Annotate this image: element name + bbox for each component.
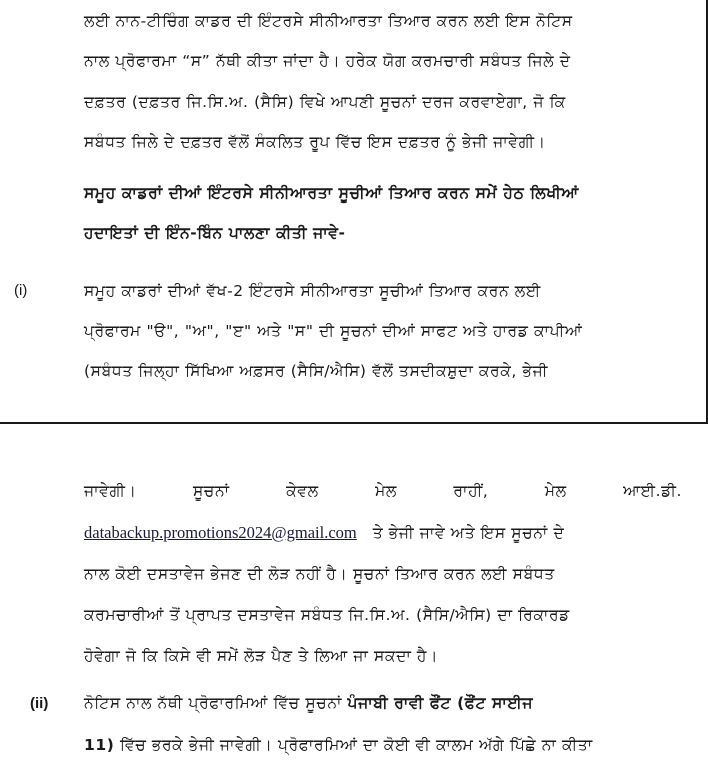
intro-line-1: ਲਈ ਨਾਨ-ਟੀਚਿੰਗ ਕਾਡਰ ਦੀ ਇੰਟਰਸੇ ਸੀਨੀਆਰਤਾ ਤਿਆਰ ਕਰਨ ਲਈ ਇਸ ਨੋਟਿਸ	[84, 12, 573, 30]
continuation-line-1	[84, 480, 682, 502]
continuation-word: ਰਾਹੀਂ,	[453, 482, 489, 500]
item-ii-font-instruction: ਪੰਜਾਬੀ ਰਾਵੀ ਫੌਂਟ (ਫੌਂਟ ਸਾਈਜ	[347, 694, 534, 712]
intro-line-2: ਨਾਲ ਪ੍ਰੋਫਾਰਮਾ “ਸ” ਨੱਥੀ ਕੀਤਾ ਜਾਂਦਾ ਹੈ। ਹਰੇਕ ਯੋਗ ਕਰਮਚਾਰੀ ਸਬੰਧਤ ਜਿਲੇ ਦੇ	[84, 52, 571, 70]
item-ii-line-2-rest: ਵਿੱਚ ਭਰਕੇ ਭੇਜੀ ਜਾਵੇਗੀ। ਪ੍ਰੋਫਾਰਮਿਆਂ ਦਾ ਕੋਈ ਵੀ ਕਾਲਮ ਅੱਗੇ ਪਿੱਛੇ ਨਾ ਕੀਤਾ	[120, 736, 593, 754]
intro-line-3: ਦਫ਼ਤਰ (ਦਫ਼ਤਰ ਜਿ.ਸਿ.ਅ. (ਸੈਸਿ) ਵਿਖੇ ਆਪਣੀ ਸੂਚਨਾਂ ਦਰਜ ਕਰਵਾਏਗਾ, ਜੋ ਕਿ	[84, 93, 566, 111]
instructions-heading-line-1: ਸਮੂਹ ਕਾਡਰਾਂ ਦੀਆਂ ਇੰਟਰਸੇ ਸੀਨੀਆਰਤਾ ਸੂਚੀਆਂ ਤਿਆਰ ਕਰਨ ਸਮੇਂ ਹੇਠ ਲਿਖੀਆਂ	[84, 184, 579, 202]
continuation-word: ਸੂਚਨਾਂ	[193, 482, 230, 500]
page-fragment-bottom	[0, 434, 708, 772]
continuation-word: ਜਾਵੇਗੀ।	[84, 482, 137, 500]
item-i-line-1: ਸਮੂਹ ਕਾਡਰਾਂ ਦੀਆਂ ਵੱਖ-2 ਇੰਟਰਸੇ ਸੀਨੀਆਰਤਾ ਸੂਚੀਆਂ ਤਿਆਰ ਕਰਨ ਲਈ	[84, 282, 541, 300]
font-size-value: 11)	[84, 736, 115, 754]
continuation-word: ਮੇਲ	[544, 482, 567, 500]
item-i-line-2: ਪ੍ਰੋਫਾਰਮ "ੳ", "ਅ", "ੲ" ਅਤੇ "ਸ" ਦੀ ਸੂਚਨਾਂ ਦੀਆਂ ਸਾਫਟ ਅਤੇ ਹਾਰਡ ਕਾਪੀਆਂ	[84, 322, 583, 340]
continuation-line-5: ਹੋਵੇਗਾ ਜੋ ਕਿ ਕਿਸੇ ਵੀ ਸਮੇਂ ਲੋੜ ਪੈਣ ਤੇ ਲਿਆ ਜਾ ਸਕਦਾ ਹੈ।	[84, 647, 439, 665]
item-ii-line-1	[84, 692, 533, 714]
email-line-suffix: ਤੇ ਭੇਜੀ ਜਾਵੇ ਅਤੇ ਇਸ ਸੂਚਨਾਂ ਦੇ	[372, 524, 565, 542]
continuation-line-3: ਨਾਲ ਕੋਈ ਦਸਤਾਵੇਜ ਭੇਜਣ ਦੀ ਲੋੜ ਨਹੀਂ ਹੈ। ਸੂਚਨਾਂ ਤਿਆਰ ਕਰਨ ਲਈ ਸਬੰਧਤ	[84, 565, 555, 583]
item-ii-line-2	[84, 734, 593, 756]
item-number-ii: (ii)	[30, 695, 49, 712]
continuation-word: ਆਈ.ਡੀ.	[623, 482, 682, 500]
item-i-line-3: (ਸਬੰਧਤ ਜਿਲ੍ਹਾ ਸਿੱਖਿਆ ਅਫ਼ਸਰ (ਸੈਸਿ/ਐਸਿ) ਵੱਲੋਂ ਤਸਦੀਕਸ਼ੁਦਾ ਕਰਕੇ, ਭੇਜੀ	[84, 362, 548, 380]
email-address: databackup.promotions2024@gmail.com	[84, 523, 357, 542]
email-line	[84, 522, 564, 544]
instructions-heading-line-2: ਹਦਾਇਤਾਂ ਦੀ ਇੰਨ-ਬਿੰਨ ਪਾਲਣਾ ਕੀਤੀ ਜਾਵੇ-	[84, 224, 346, 242]
continuation-word: ਮੇਲ	[375, 482, 397, 500]
item-number-i: (i)	[14, 282, 28, 299]
continuation-line-4: ਕਰਮਚਾਰੀਆਂ ਤੋਂ ਪ੍ਰਾਪਤ ਦਸਤਾਵੇਜ ਸਬੰਧਤ ਜਿ.ਸਿ.ਅ. (ਸੈਸਿ/ਐਸਿ) ਦਾ ਰਿਕਾਰਡ	[84, 606, 570, 624]
continuation-word: ਕੇਵਲ	[286, 482, 319, 500]
intro-line-4: ਸਬੰਧਤ ਜਿਲੇ ਦੇ ਦਫ਼ਤਰ ਵੱਲੋਂ ਸੰਕਲਿਤ ਰੂਪ ਵਿੱਚ ਇਸ ਦਫ਼ਤਰ ਨੂੰ ਭੇਜੀ ਜਾਵੇਗੀ।	[84, 133, 546, 151]
item-ii-prefix: ਨੋਟਿਸ ਨਾਲ ਨੱਥੀ ਪ੍ਰੋਫਾਰਮਿਆਂ ਵਿੱਚ ਸੂਚਨਾਂ	[84, 694, 343, 712]
